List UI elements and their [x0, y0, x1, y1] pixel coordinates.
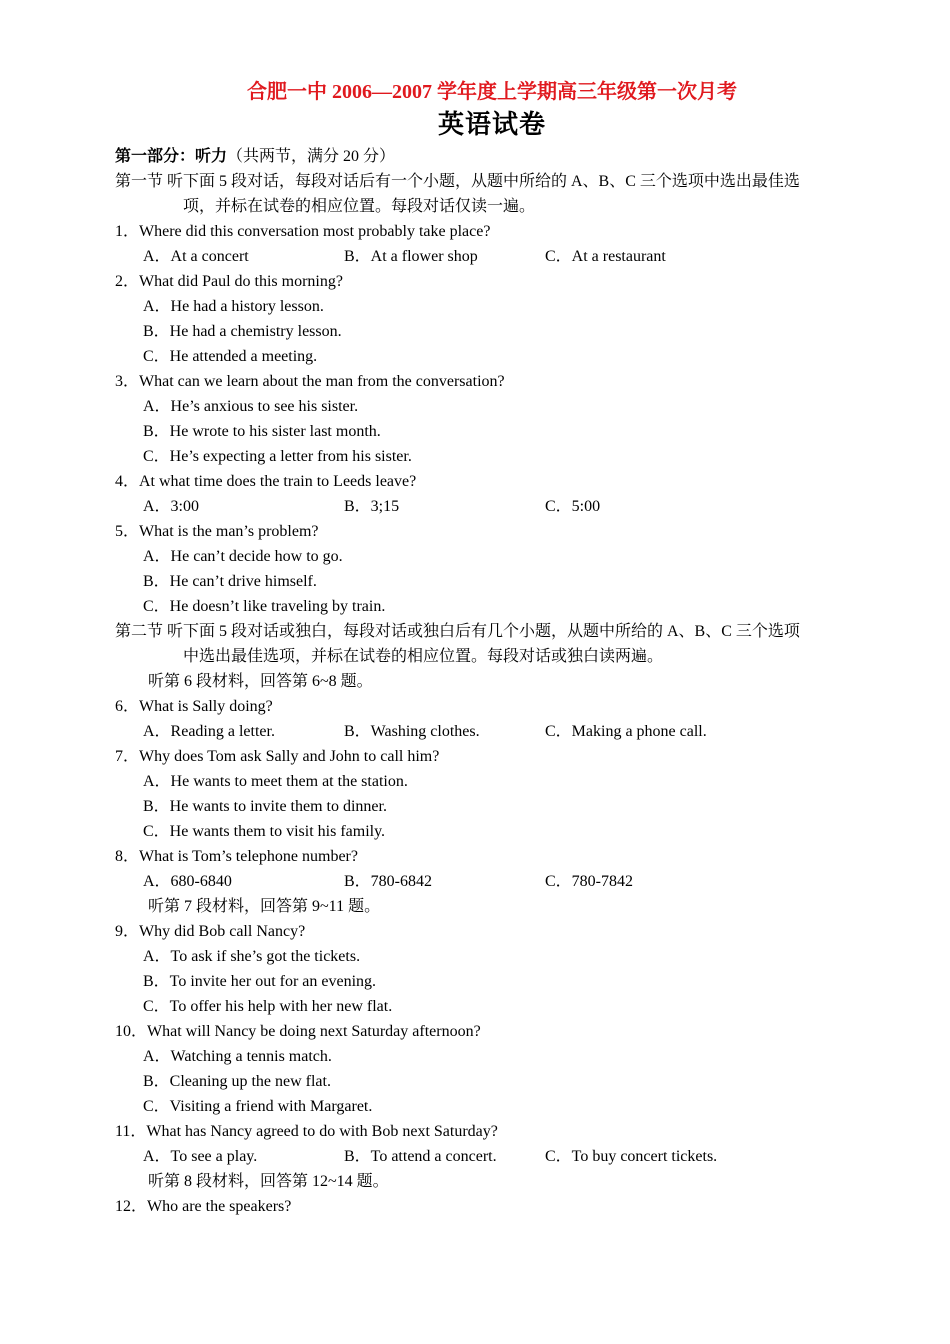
option-a: A．Reading a letter.	[143, 723, 275, 740]
option-c: C．He doesn’t like traveling by train.	[143, 598, 386, 615]
option-a: A．He had a history lesson.	[143, 298, 324, 315]
part-heading-label: 第一部分：听力	[115, 148, 228, 165]
section-2-line-1: 第二节 听下面 5 段对话或独白，每段对话或独白后有几个小题，从题中所给的 A、B、C 三个选项	[115, 623, 800, 640]
option-b: B．He had a chemistry lesson.	[143, 323, 342, 340]
question-stem: 2．What did Paul do this morning?	[115, 273, 343, 290]
section-2-line-2: 中选出最佳选项，并标在试卷的相应位置。每段对话或独白读两遍。	[183, 648, 664, 665]
option-b: B．Cleaning up the new flat.	[143, 1073, 331, 1090]
option-row	[115, 1144, 855, 1169]
question-stem: 4．At what time does the train to Leeds leave?	[115, 473, 417, 490]
section-1-instructions	[115, 169, 855, 219]
subject-title: 英语试卷	[437, 110, 546, 139]
question-stem: 1．Where did this conversation most probably take place?	[115, 223, 491, 240]
option-a: A．3:00	[143, 498, 200, 515]
option-b: B．He can’t drive himself.	[143, 573, 317, 590]
question-stem: 3．What can we learn about the man from the conversation?	[115, 373, 505, 390]
part-heading	[115, 144, 855, 169]
option-b: B．Washing clothes.	[344, 723, 480, 740]
option-c: C．He wants them to visit his family.	[143, 823, 386, 840]
material-instruction: 听第 6 段材料，回答第 6~8 题。	[148, 673, 373, 690]
section-1-line-2: 项，并标在试卷的相应位置。每段对话仅读一遍。	[183, 198, 536, 215]
option-b: B．3;15	[344, 498, 400, 515]
section-1-line-1: 第一节 听下面 5 段对话，每段对话后有一个小题，从题中所给的 A、B、C 三个选项中选出最佳选	[115, 173, 800, 190]
option-a: A．He’s anxious to see his sister.	[143, 398, 359, 415]
option-a: A．At a concert	[143, 248, 249, 265]
option-a: A．To see a play.	[143, 1148, 258, 1165]
part-heading-note: （共两节，满分 20 分）	[227, 148, 396, 165]
option-c: C．He attended a meeting.	[143, 348, 318, 365]
option-b: B．He wants to invite them to dinner.	[143, 798, 387, 815]
option-a: A．To ask if she’s got the tickets.	[143, 948, 361, 965]
option-c: C．Making a phone call.	[545, 723, 707, 740]
question-stem: 9．Why did Bob call Nancy?	[115, 923, 306, 940]
option-b: B．To attend a concert.	[344, 1148, 497, 1165]
question-stem: 5．What is the man’s problem?	[115, 523, 319, 540]
option-b: B．780-6842	[344, 873, 433, 890]
option-row	[115, 494, 855, 519]
option-b: B．He wrote to his sister last month.	[143, 423, 381, 440]
material-instruction: 听第 7 段材料，回答第 9~11 题。	[148, 898, 381, 915]
question-stem: 11．What has Nancy agreed to do with Bob next Saturday?	[115, 1123, 498, 1140]
option-c: C．To offer his help with her new flat.	[143, 998, 393, 1015]
question-stem: 12．Who are the speakers?	[115, 1198, 292, 1215]
option-c: C．To buy concert tickets.	[545, 1148, 718, 1165]
option-c: C．At a restaurant	[545, 248, 666, 265]
option-row	[115, 719, 855, 744]
section-2-instructions	[115, 619, 855, 669]
option-c: C．5:00	[545, 498, 601, 515]
option-row	[115, 869, 855, 894]
option-a: A．He can’t decide how to go.	[143, 548, 343, 565]
question-stem: 10．What will Nancy be doing next Saturday afternoon?	[115, 1023, 481, 1040]
option-b: B．To invite her out for an evening.	[143, 973, 377, 990]
exam-page	[115, 78, 855, 1219]
question-stem: 6．What is Sally doing?	[115, 698, 273, 715]
material-instruction: 听第 8 段材料，回答第 12~14 题。	[148, 1173, 389, 1190]
option-b: B．At a flower shop	[344, 248, 478, 265]
option-a: A．Watching a tennis match.	[143, 1048, 332, 1065]
option-a: A．680-6840	[143, 873, 232, 890]
school-exam-title: 合肥一中 2006—2007 学年度上学期高三年级第一次月考	[247, 81, 737, 103]
option-c: C．780-7842	[545, 873, 634, 890]
option-row	[115, 244, 855, 269]
option-a: A．He wants to meet them at the station.	[143, 773, 408, 790]
option-c: C．He’s expecting a letter from his sister.	[143, 448, 412, 465]
question-stem: 7．Why does Tom ask Sally and John to call him?	[115, 748, 440, 765]
question-stem: 8．What is Tom’s telephone number?	[115, 848, 358, 865]
option-c: C．Visiting a friend with Margaret.	[143, 1098, 373, 1115]
